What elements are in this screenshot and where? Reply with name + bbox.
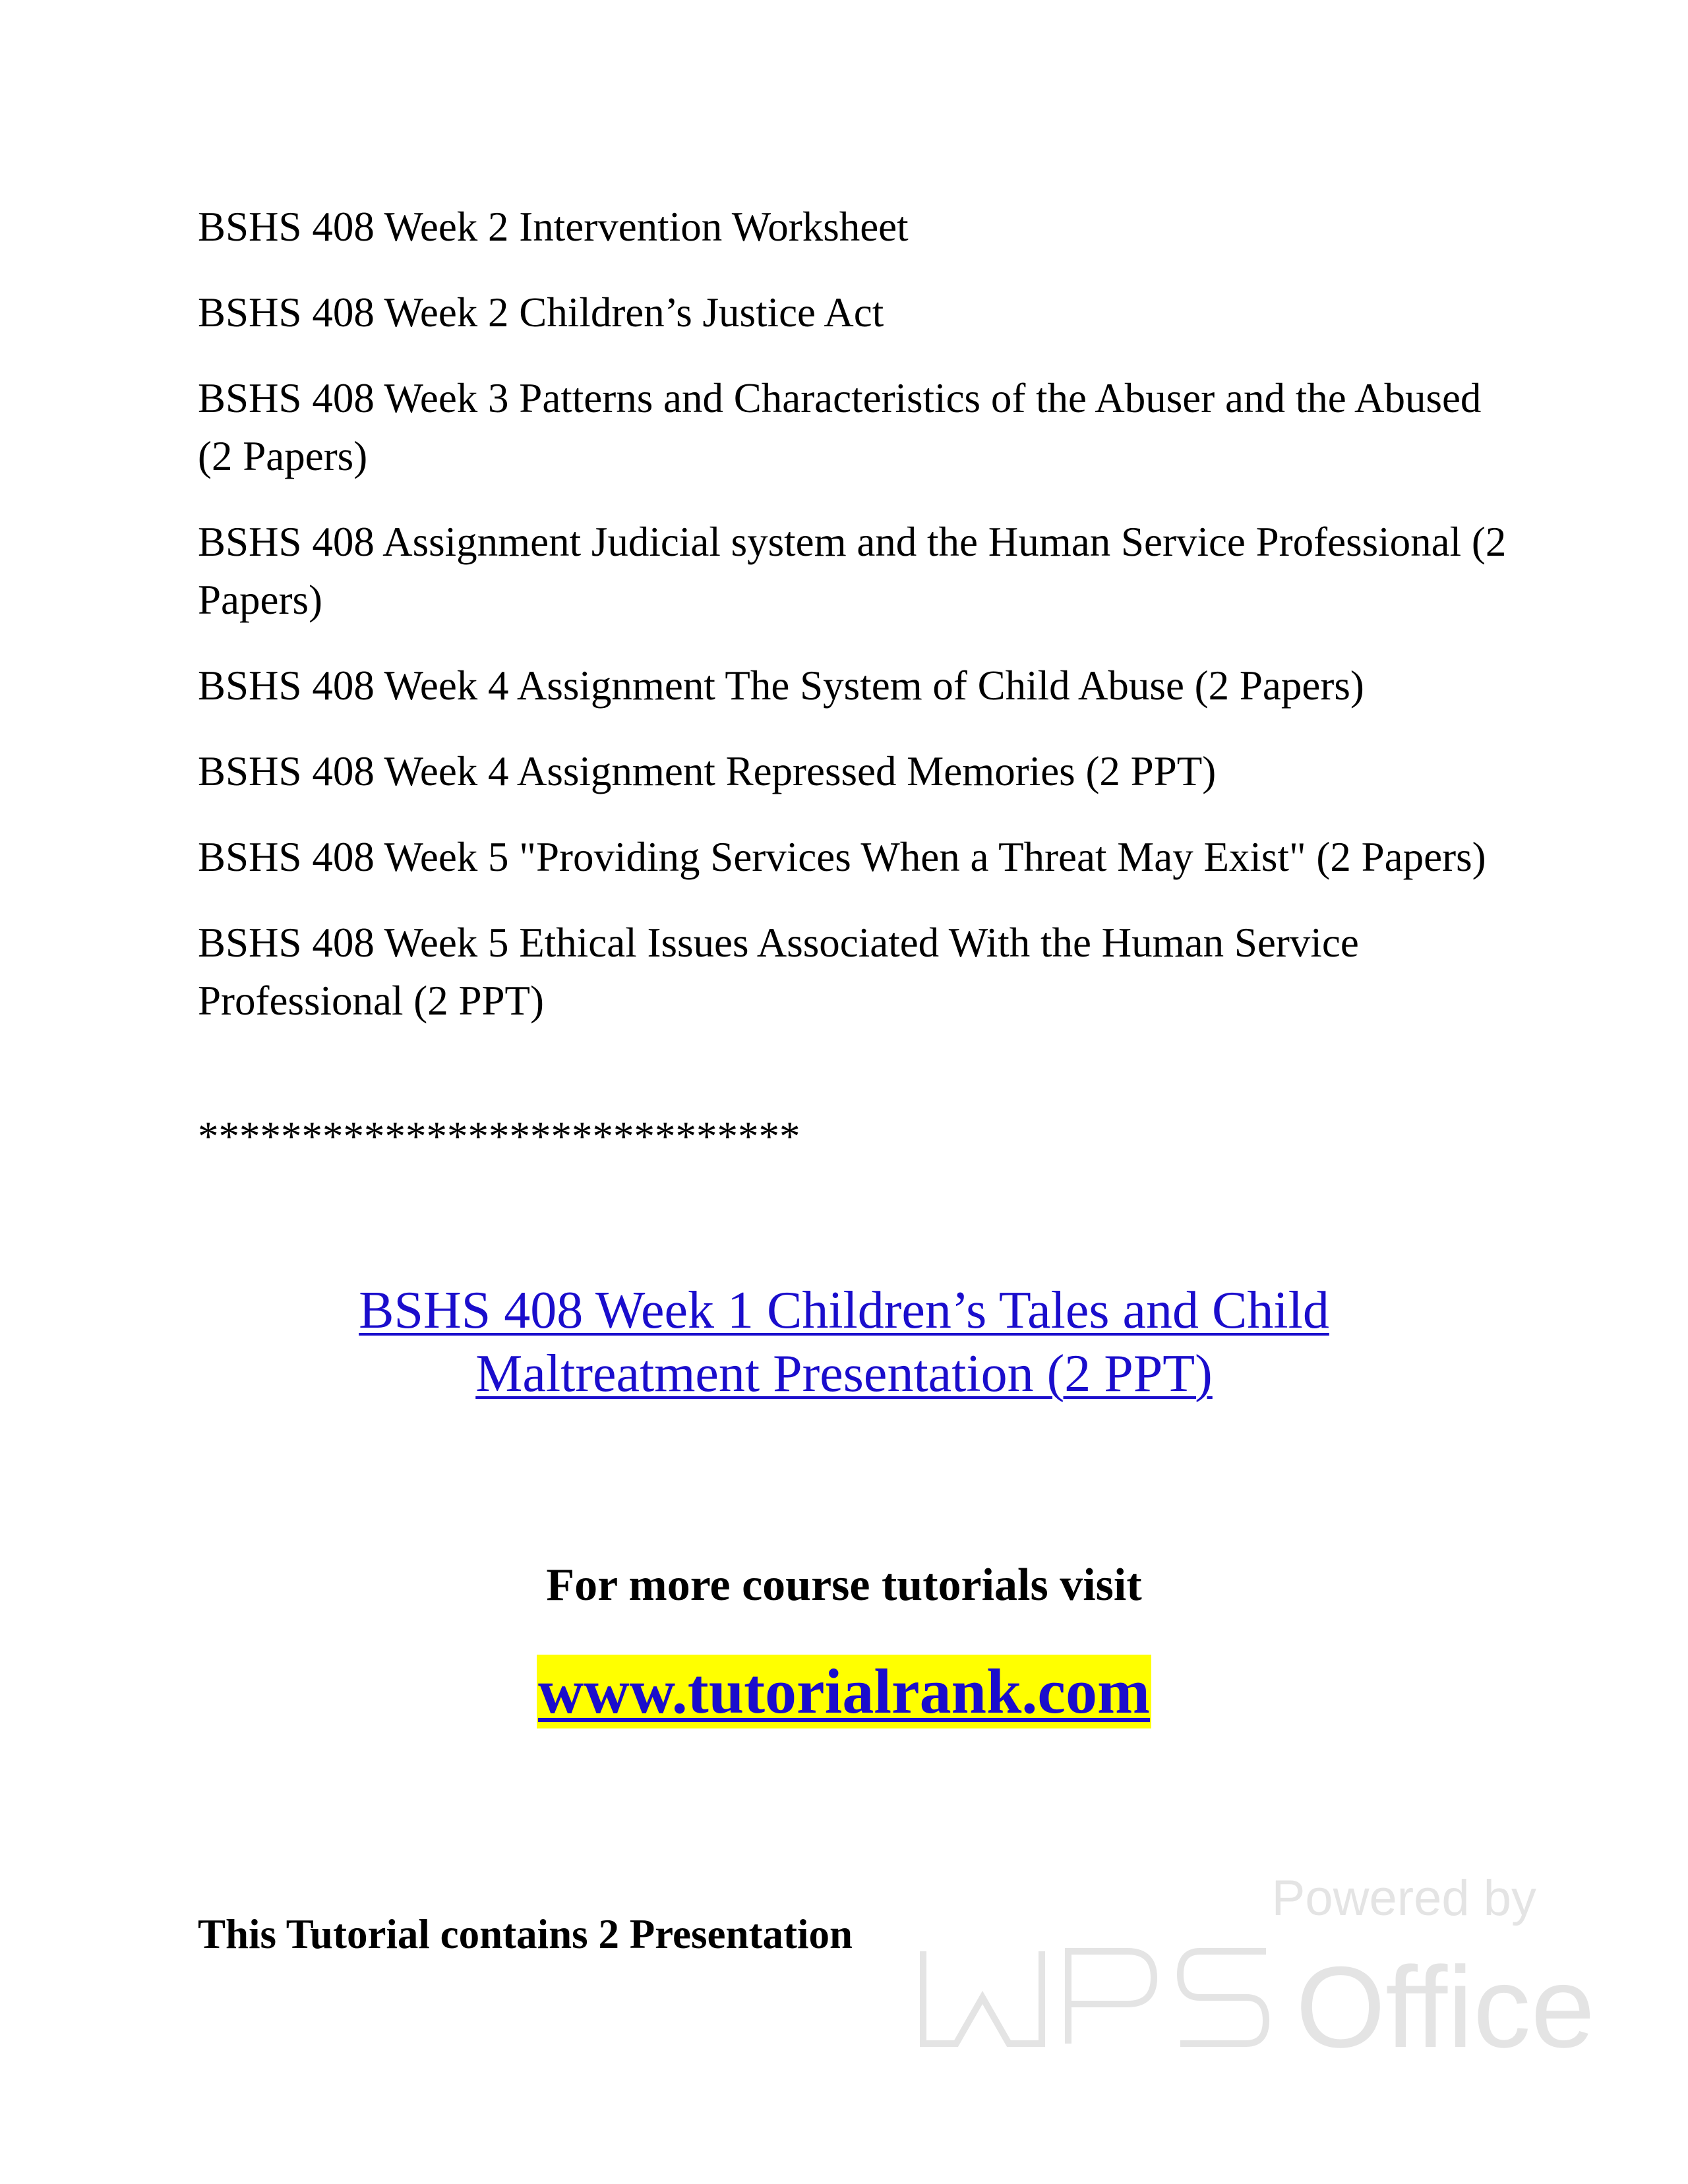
- website-link[interactable]: www.tutorialrank.com: [537, 1655, 1151, 1728]
- course-title-line-1: BSHS 408 Week 1 Children’s Tales and Child: [359, 1282, 1329, 1340]
- course-title-link[interactable]: [0, 1279, 1688, 1405]
- course-item: BSHS 408 Week 5 Ethical Issues Associated With the Human Service Professional (2 PPT): [198, 920, 1359, 1024]
- wps-office-logo-icon: [917, 1938, 1595, 2072]
- url-wrapper: [0, 1655, 1688, 1728]
- wps-watermark: [917, 1870, 1595, 2072]
- course-item: BSHS 408 Week 2 Children’s Justice Act: [198, 289, 884, 336]
- course-item: BSHS 408 Week 5 "Providing Services When a Threat May Exist" (2 Papers): [198, 834, 1486, 880]
- visit-heading: For more course tutorials visit: [546, 1560, 1142, 1610]
- course-item: BSHS 408 Week 3 Patterns and Characteristics of the Abuser and the Abused (2 Papers): [198, 375, 1482, 479]
- watermark-powered-by: Powered by: [1271, 1870, 1536, 1926]
- watermark-brand-text: Office: [1296, 1943, 1595, 2072]
- course-item: BSHS 408 Assignment Judicial system and the Human Service Professional (2 Papers): [198, 519, 1507, 623]
- tutorial-contents-text: This Tutorial contains 2 Presentation: [198, 1911, 853, 1957]
- course-title-line-2: Maltreatment Presentation (2 PPT): [475, 1345, 1213, 1403]
- course-item: BSHS 408 Week 2 Intervention Worksheet: [198, 204, 909, 250]
- asterisk-separator: *****************************: [198, 1113, 800, 1160]
- course-list: [198, 198, 1517, 1057]
- course-item: BSHS 408 Week 4 Assignment Repressed Memories (2 PPT): [198, 748, 1217, 794]
- course-item: BSHS 408 Week 4 Assignment The System of Child Abuse (2 Papers): [198, 663, 1364, 709]
